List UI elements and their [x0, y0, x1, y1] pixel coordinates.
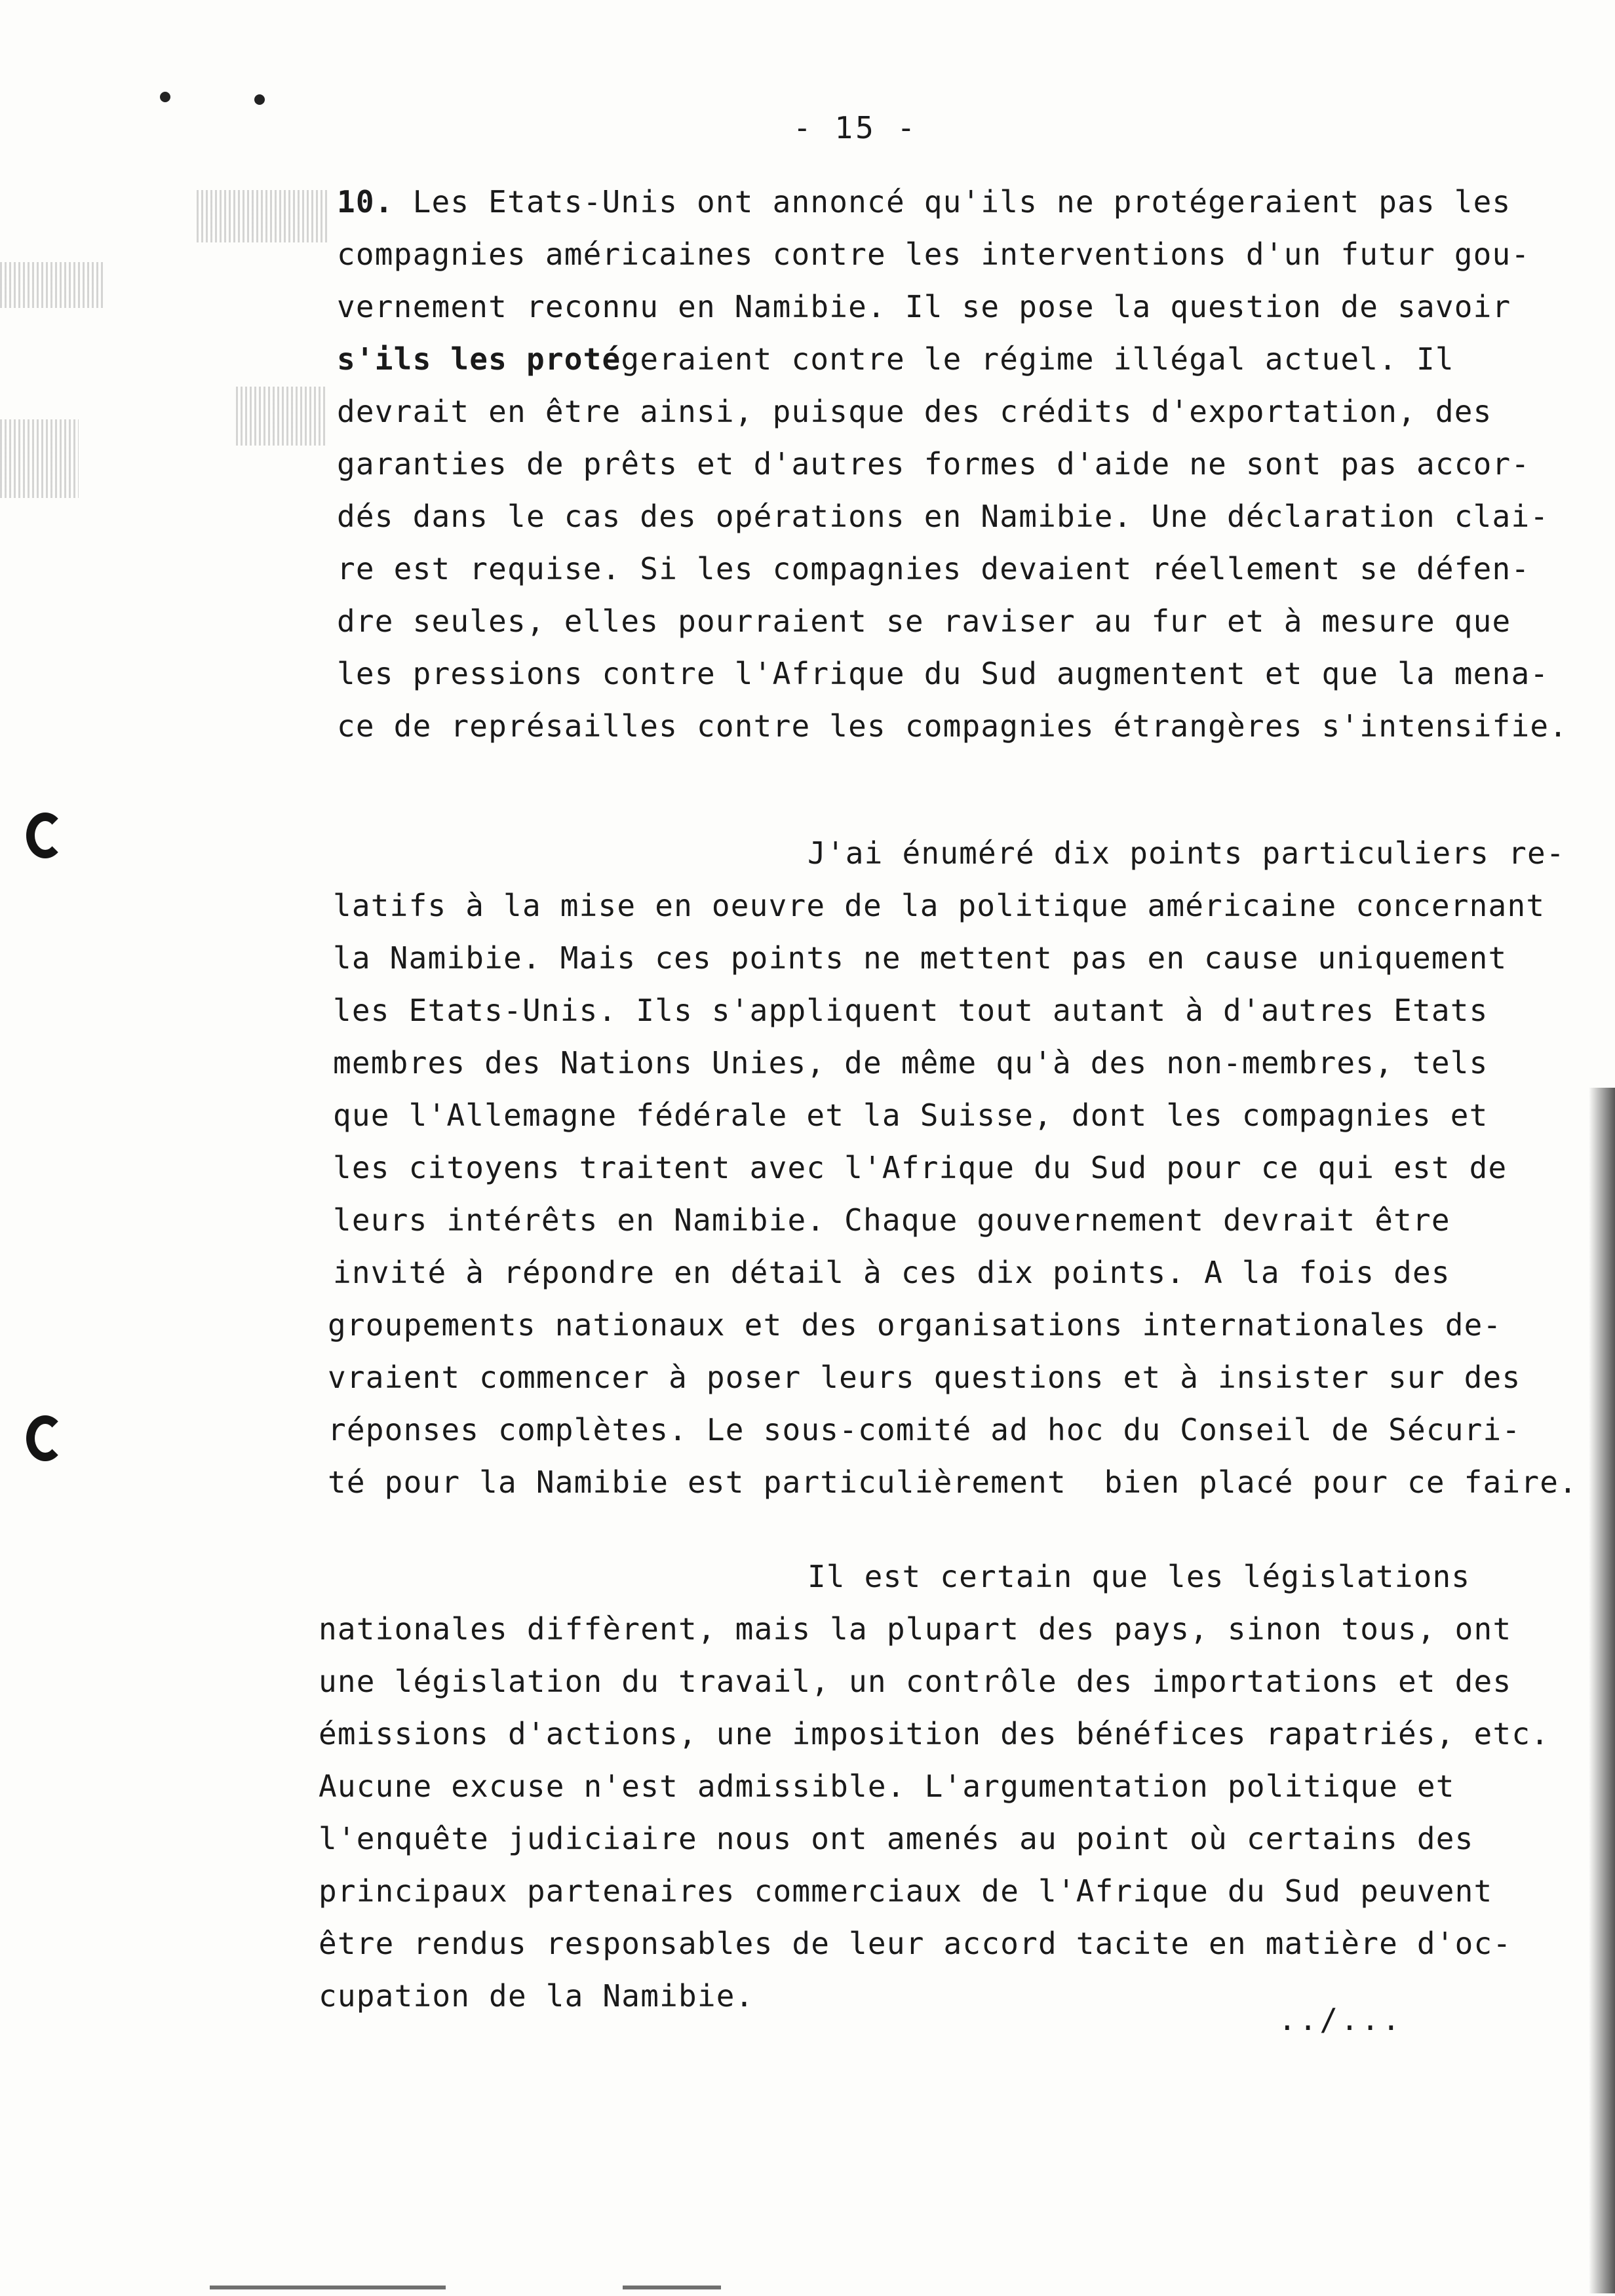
scan-smudge-1	[197, 190, 328, 242]
p1-line-10: les pressions contre l'Afrique du Sud augmentent et que la mena-	[337, 656, 1549, 691]
p3-line-6: l'enquête judiciaire nous ont amenés au point où certains des	[319, 1821, 1474, 1856]
p1-line-1	[337, 182, 1511, 221]
p1-line-2: compagnies américaines contre les interventions d'un futur gou-	[337, 237, 1530, 272]
p2-line-5: membres des Nations Unies, de même qu'à des non-membres, tels	[333, 1045, 1489, 1081]
page-number: - 15 -	[793, 110, 918, 145]
p1-line-11: ce de représailles contre les compagnies étrangères s'intensifie.	[337, 708, 1568, 744]
p2-line-13: té pour la Namibie est particulièrement bien placé pour ce faire.	[328, 1464, 1578, 1500]
scan-bottom-streak-1	[210, 2286, 446, 2289]
p2-line-3: la Namibie. Mais ces points ne mettent pas en cause uniquement	[333, 940, 1508, 976]
p1-line-1-text: Les Etats-Unis ont annoncé qu'ils ne protégeraient pas les	[393, 184, 1511, 220]
scan-smudge-3	[236, 387, 328, 446]
p1-line-3: vernement reconnu en Namibie. Il se pose la question de savoir	[337, 289, 1511, 324]
scan-smudge-2	[0, 262, 105, 308]
scan-bottom-streak-2	[623, 2286, 721, 2289]
item-number: 10.	[337, 184, 394, 220]
p3-line-8: être rendus responsables de leur accord tacite en matière d'oc-	[319, 1926, 1512, 1961]
binder-hole-upper	[26, 813, 64, 858]
p3-line-4: émissions d'actions, une imposition des bénéfices rapatriés, etc.	[319, 1716, 1550, 1751]
p1-line-8: re est requise. Si les compagnies devaient réellement se défen-	[337, 551, 1530, 586]
scan-smudge-4	[0, 419, 79, 498]
continuation-mark: ../...	[1278, 2002, 1403, 2037]
p3-line-2: nationales diffèrent, mais la plupart des pays, sinon tous, ont	[319, 1611, 1512, 1647]
punch-dot-right	[254, 94, 265, 105]
p2-line-6: que l'Allemagne fédérale et la Suisse, dont les compagnies et	[333, 1098, 1489, 1133]
p3-line-9: cupation de la Namibie.	[319, 1978, 754, 2014]
p1-line-9: dre seules, elles pourraient se raviser au fur et à mesure que	[337, 603, 1511, 639]
p1-line-5: devrait en être ainsi, puisque des crédits d'exportation, des	[337, 394, 1492, 429]
p2-line-8: leurs intérêts en Namibie. Chaque gouvernement devrait être	[333, 1202, 1450, 1238]
p2-line-7: les citoyens traitent avec l'Afrique du Sud pour ce qui est de	[333, 1150, 1508, 1185]
p2-line-11: vraient commencer à poser leurs questions et à insister sur des	[328, 1360, 1521, 1395]
p1-line-7: dés dans le cas des opérations en Namibie. Une déclaration clai-	[337, 499, 1549, 534]
p1-line-4-bold: s'ils les proté	[337, 341, 621, 377]
p2-line-4: les Etats-Unis. Ils s'appliquent tout autant à d'autres Etats	[333, 993, 1489, 1028]
p2-line-12: réponses complètes. Le sous-comité ad hoc du Conseil de Sécuri-	[328, 1412, 1521, 1447]
p2-line-9: invité à répondre en détail à ces dix points. A la fois des	[333, 1255, 1450, 1290]
p2-line-10: groupements nationaux et des organisations internationales de-	[328, 1307, 1502, 1343]
punch-dot-left	[160, 92, 170, 102]
p3-line-3: une législation du travail, un contrôle des importations et des	[319, 1664, 1512, 1699]
page-edge-shadow	[1589, 1088, 1615, 2293]
p3-line-7: principaux partenaires commerciaux de l'Afrique du Sud peuvent	[319, 1873, 1493, 1909]
p2-line-1: J'ai énuméré dix points particuliers re-	[808, 835, 1565, 871]
p1-line-6: garanties de prêts et d'autres formes d'aide ne sont pas accor-	[337, 446, 1530, 482]
p3-line-5: Aucune excuse n'est admissible. L'argumentation politique et	[319, 1769, 1455, 1804]
binder-hole-lower	[26, 1415, 64, 1461]
p2-line-2: latifs à la mise en oeuvre de la politique américaine concernant	[333, 888, 1546, 923]
p3-line-1: Il est certain que les législations	[808, 1559, 1471, 1594]
p1-line-4-text: geraient contre le régime illégal actuel. Il	[621, 341, 1454, 377]
p1-line-4	[337, 339, 1454, 379]
